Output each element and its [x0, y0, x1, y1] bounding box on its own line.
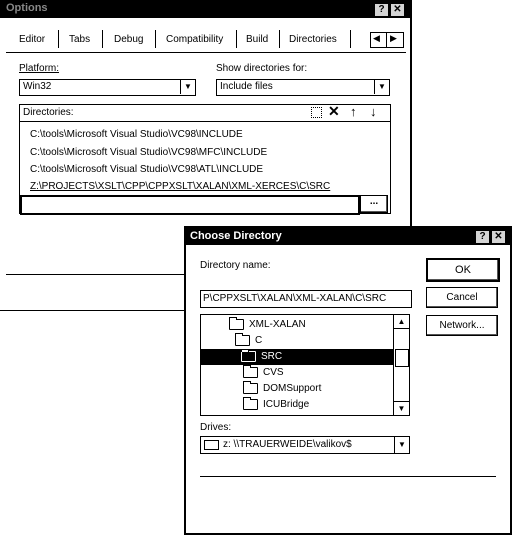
- open-folder-icon: [235, 335, 250, 346]
- options-title-bar[interactable]: [0, 0, 410, 18]
- tab-scroll-arrows[interactable]: [370, 32, 404, 48]
- open-folder-icon: [229, 319, 244, 330]
- list-item[interactable]: C:\tools\Microsoft Visual Studio\VC98\ATL\INCLUDE: [30, 164, 264, 175]
- tab-separator: [58, 30, 59, 48]
- folder-icon: [243, 367, 258, 378]
- list-item[interactable]: C:\tools\Microsoft Visual Studio\VC98\MFC\INCLUDE: [30, 147, 268, 158]
- scroll-up-icon[interactable]: ▲: [394, 315, 409, 329]
- network-drive-icon: [204, 440, 219, 450]
- show-directories-label: Show directories for:: [216, 63, 308, 74]
- tree-item-icubridge[interactable]: [243, 397, 309, 413]
- tab-build[interactable]: Build: [246, 34, 269, 45]
- tab-debug[interactable]: Debug: [114, 34, 144, 45]
- ok-button[interactable]: OK: [426, 258, 500, 282]
- tree-item-label: C: [255, 335, 263, 346]
- choose-directory-title: Choose Directory: [190, 230, 282, 242]
- tab-tabs[interactable]: Tabs: [69, 34, 91, 45]
- tab-compatibility[interactable]: Compatibility: [166, 34, 224, 45]
- tab-scroll-right-icon[interactable]: ▶: [390, 33, 397, 43]
- tree-item-src[interactable]: [201, 349, 393, 365]
- tree-item-domsupport[interactable]: [243, 381, 321, 397]
- tab-panel-border: [6, 52, 406, 53]
- chevron-down-icon[interactable]: ▼: [394, 437, 409, 453]
- tab-scroll-left-icon[interactable]: ◀: [373, 33, 380, 43]
- choose-directory-title-bar[interactable]: [186, 228, 510, 245]
- chevron-down-icon[interactable]: ▼: [374, 80, 389, 94]
- tree-item-xml-xalan[interactable]: [229, 317, 306, 333]
- tree-item-label: CVS: [263, 367, 284, 378]
- tree-item-cvs[interactable]: [243, 365, 284, 381]
- options-title: Options: [6, 2, 48, 14]
- folder-tree: [200, 314, 410, 416]
- scroll-down-icon[interactable]: ▼: [394, 401, 409, 415]
- directories-list: [19, 104, 391, 214]
- close-button[interactable]: ✕: [491, 230, 506, 244]
- show-directories-value: Include files: [220, 81, 273, 92]
- browse-button[interactable]: ...: [360, 195, 388, 213]
- directories-header: [20, 105, 390, 122]
- cancel-button[interactable]: Cancel: [426, 287, 498, 308]
- tree-item-label: XML-XALAN: [249, 319, 306, 330]
- delete-icon[interactable]: ✕: [328, 103, 340, 119]
- tree-item-c[interactable]: [235, 333, 262, 349]
- network-button[interactable]: Network...: [426, 315, 498, 336]
- platform-select[interactable]: [19, 79, 196, 96]
- list-item[interactable]: Z:\PROJECTS\XSLT\CPP\CPPXSLT\XALAN\XML-XERCES\C\SRC: [30, 181, 331, 192]
- chevron-down-icon[interactable]: ▼: [180, 80, 195, 94]
- tab-editor[interactable]: Editor: [19, 34, 46, 45]
- drives-select[interactable]: [200, 436, 410, 454]
- divider: [6, 274, 186, 275]
- tab-separator: [155, 30, 156, 48]
- move-up-icon[interactable]: ↑: [350, 104, 357, 119]
- folder-icon: [243, 383, 258, 394]
- tab-separator: [350, 30, 351, 48]
- move-down-icon[interactable]: ↓: [370, 104, 377, 119]
- open-folder-icon: [241, 351, 256, 362]
- help-button[interactable]: ?: [374, 3, 389, 17]
- platform-value: Win32: [23, 81, 52, 92]
- platform-label: Platform:: [19, 63, 60, 74]
- directories-label: Directories:: [23, 107, 74, 118]
- tab-separator: [102, 30, 103, 48]
- divider: [200, 476, 496, 477]
- new-folder-icon[interactable]: [311, 107, 322, 118]
- tab-separator: [279, 30, 280, 48]
- tree-item-label: SRC: [261, 351, 283, 362]
- choose-directory-dialog: [184, 226, 512, 535]
- help-button[interactable]: ?: [475, 230, 490, 244]
- tab-directories[interactable]: Directories: [289, 34, 337, 45]
- close-button[interactable]: ✕: [390, 3, 405, 17]
- folder-icon: [243, 399, 258, 410]
- tree-item-label: DOMSupport: [263, 383, 322, 394]
- tree-item-label: ICUBridge: [263, 399, 310, 410]
- show-directories-select[interactable]: [216, 79, 390, 96]
- list-item[interactable]: C:\tools\Microsoft Visual Studio\VC98\INCLUDE: [30, 129, 243, 140]
- drives-value: z: \\TRAUERWEIDE\valikov$: [223, 439, 352, 450]
- tree-scrollbar[interactable]: [393, 315, 409, 415]
- drives-label: Drives:: [200, 422, 232, 433]
- directory-name-input[interactable]: P\CPPXSLT\XALAN\XML-XALAN\C\SRC: [200, 290, 412, 308]
- scroll-thumb[interactable]: [395, 349, 409, 367]
- tab-separator: [236, 30, 237, 48]
- directory-edit-field[interactable]: [20, 195, 360, 215]
- directory-name-label: Directory name:: [200, 260, 271, 271]
